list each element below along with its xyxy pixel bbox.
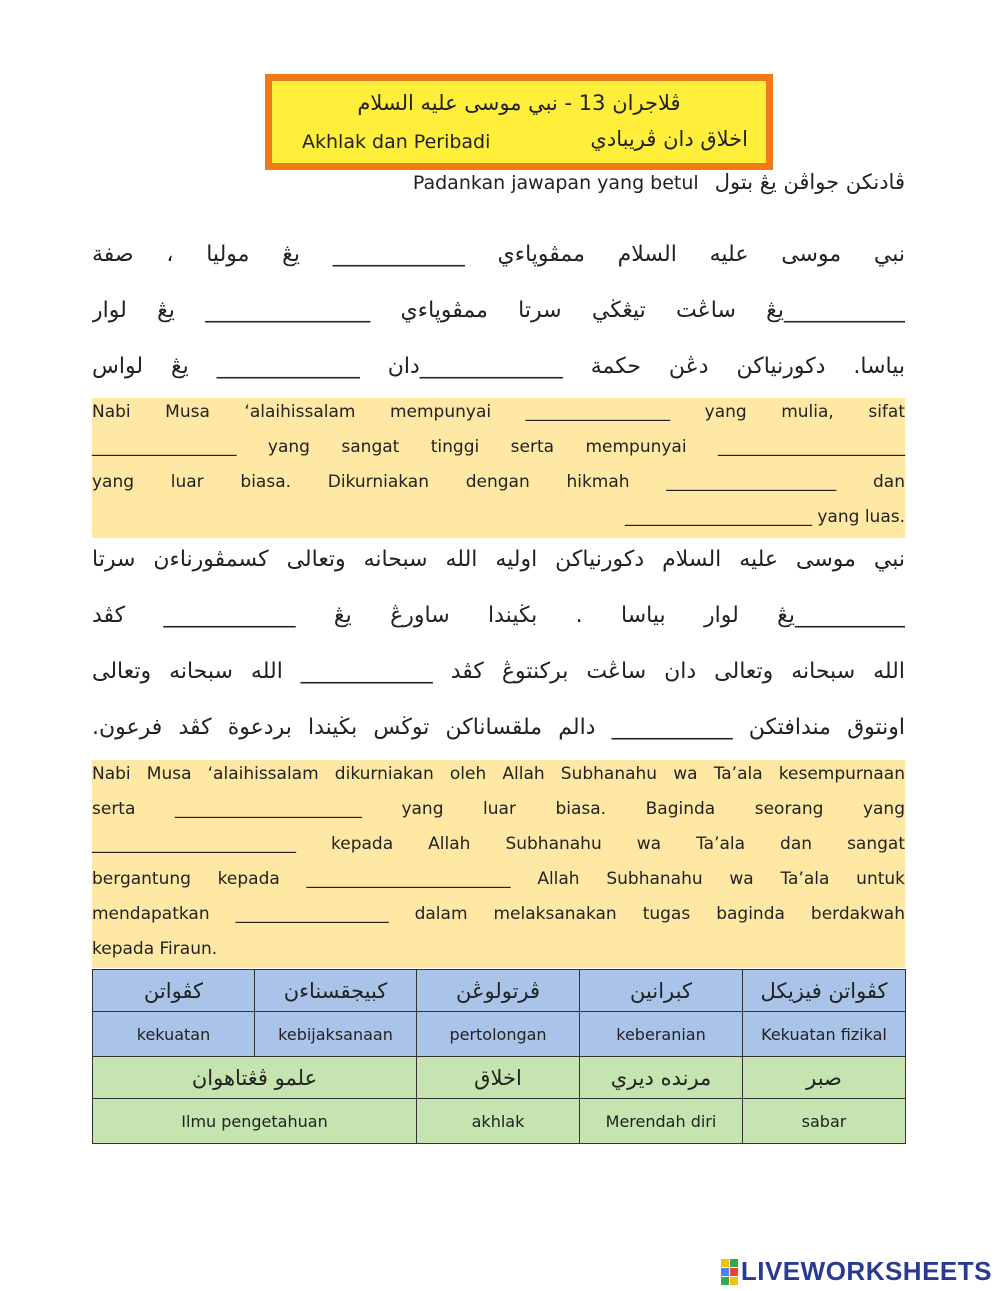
passage2-malay-line-4: bergantung kepada ________________________ Allah Subhanahu wa Ta’ala untuk <box>92 869 905 889</box>
word-jawi-merendah-diri: مرندە ديري <box>580 1057 743 1099</box>
word-bank-row-1-jawi <box>93 970 906 1012</box>
word-jawi-kekuatan-fizikal: كڤواتن فيزيكل <box>743 970 906 1012</box>
word-jawi-kekuatan: كڤواتن <box>93 970 255 1012</box>
liveworksheets-logo <box>721 1256 992 1287</box>
liveworksheets-logo-text: LIVEWORKSHEETS <box>740 1256 992 1286</box>
word-malay-keberanian: keberanian <box>580 1012 743 1057</box>
word-malay-ilmu-pengetahuan: Ilmu pengetahuan <box>93 1099 417 1144</box>
passage2-malay-line-1: Nabi Musa ‘alaihissalam dikurniakan oleh Allah Subhanahu wa Ta’ala kesempurnaan <box>92 764 905 784</box>
passage1-malay-line-3: yang luar biasa. Dikurniakan dengan hikmah ____________________ dan <box>92 472 905 492</box>
word-jawi-kebijaksanaan: كبيجقسناءن <box>255 970 417 1012</box>
passage1-malay-line-4: ______________________ yang luas. <box>624 507 905 527</box>
passage2-jawi-line-3: الله سبحانه وتعالى دان ساڠت بركنتوڠ كڤد ____________ الله سبحانه وتعالى <box>92 659 905 684</box>
word-bank-table <box>92 969 906 1144</box>
lesson-subtitle-malay: Akhlak dan Peribadi <box>302 131 491 153</box>
passage2-malay-line-3: ________________________ kepada Allah Subhanahu wa Ta’ala dan sangat <box>92 834 905 854</box>
passage2-jawi-line-2: __________يڠ لوار بياسا . بڬيندا ساورڠ يڠ ____________ كڤد <box>92 603 905 628</box>
word-malay-kekuatan: kekuatan <box>93 1012 255 1057</box>
word-malay-pertolongan: pertolongan <box>417 1012 580 1057</box>
passage1-malay-block <box>92 398 905 538</box>
passage2-malay-line-6: kepada Firaun. <box>92 939 218 959</box>
word-malay-merendah-diri: Merendah diri <box>580 1099 743 1144</box>
passage2-malay-line-5: mendapatkan __________________ dalam melaksanakan tugas baginda berdakwah <box>92 904 905 924</box>
word-jawi-akhlak: اخلاق <box>417 1057 580 1099</box>
lesson-title-inner <box>272 81 766 163</box>
word-jawi-keberanian: كبرانين <box>580 970 743 1012</box>
passage2-malay-block <box>92 760 905 968</box>
passage1-jawi-line-1: نبي موسى عليه السلام ممڤوڽاءي ____________ يڠ موليا ، صفة <box>92 242 905 267</box>
lesson-title-arabic: ڤلاجران 13 - نبي موسى عليه السلام <box>357 91 681 115</box>
passage1-malay-line-1: Nabi Musa ‘alaihissalam mempunyai _________________ yang mulia, sifat <box>92 402 905 422</box>
word-malay-kebijaksanaan: kebijaksanaan <box>255 1012 417 1057</box>
passage1-jawi-line-2: ___________يڠ ساڠت تيڠڬي سرتا ممڤوڽاءي _______________ يڠ لوار <box>92 298 905 323</box>
liveworksheets-logo-icon <box>721 1259 738 1285</box>
word-malay-kekuatan-fizikal: Kekuatan fizikal <box>743 1012 906 1057</box>
word-bank-row-2-malay <box>93 1099 906 1144</box>
instruction <box>205 170 905 204</box>
word-malay-akhlak: akhlak <box>417 1099 580 1144</box>
instruction-arabic: ڤادنكن جواڤن يڠ بتول <box>714 170 905 194</box>
passage2-malay-line-2: serta ______________________ yang luar biasa. Baginda seorang yang <box>92 799 905 819</box>
passage1-malay-line-2: _________________ yang sangat tinggi serta mempunyai ______________________ <box>92 437 905 457</box>
word-jawi-sabar: صبر <box>743 1057 906 1099</box>
word-bank-row-2-jawi <box>93 1057 906 1099</box>
passage2-jawi-line-1: نبي موسى عليه السلام دكورنياكن اوليه الله سبحانه وتعالى كسمڤورناءن سرتا <box>92 547 905 572</box>
passage2-jawi-line-4: اونتوق مندافتكن ___________ دالم ملقساناكن توڬس بڬيندا بردعوة كڤد فرعون. <box>92 715 905 740</box>
instruction-malay: Padankan jawapan yang betul <box>412 172 699 194</box>
word-bank-row-1-malay <box>93 1012 906 1057</box>
passage1-jawi-line-3: بياسا. دكورنياكن دڠن حكمة _____________دان _____________ يڠ لواس <box>92 354 905 379</box>
word-jawi-ilmu-pengetahuan: علمو ڤڠتاهوان <box>93 1057 417 1099</box>
lesson-subtitle-arabic: اخلاق دان ڤريبادي <box>590 127 748 151</box>
word-jawi-pertolongan: ڤرتولوڠن <box>417 970 580 1012</box>
lesson-title-box <box>265 74 773 170</box>
word-malay-sabar: sabar <box>743 1099 906 1144</box>
